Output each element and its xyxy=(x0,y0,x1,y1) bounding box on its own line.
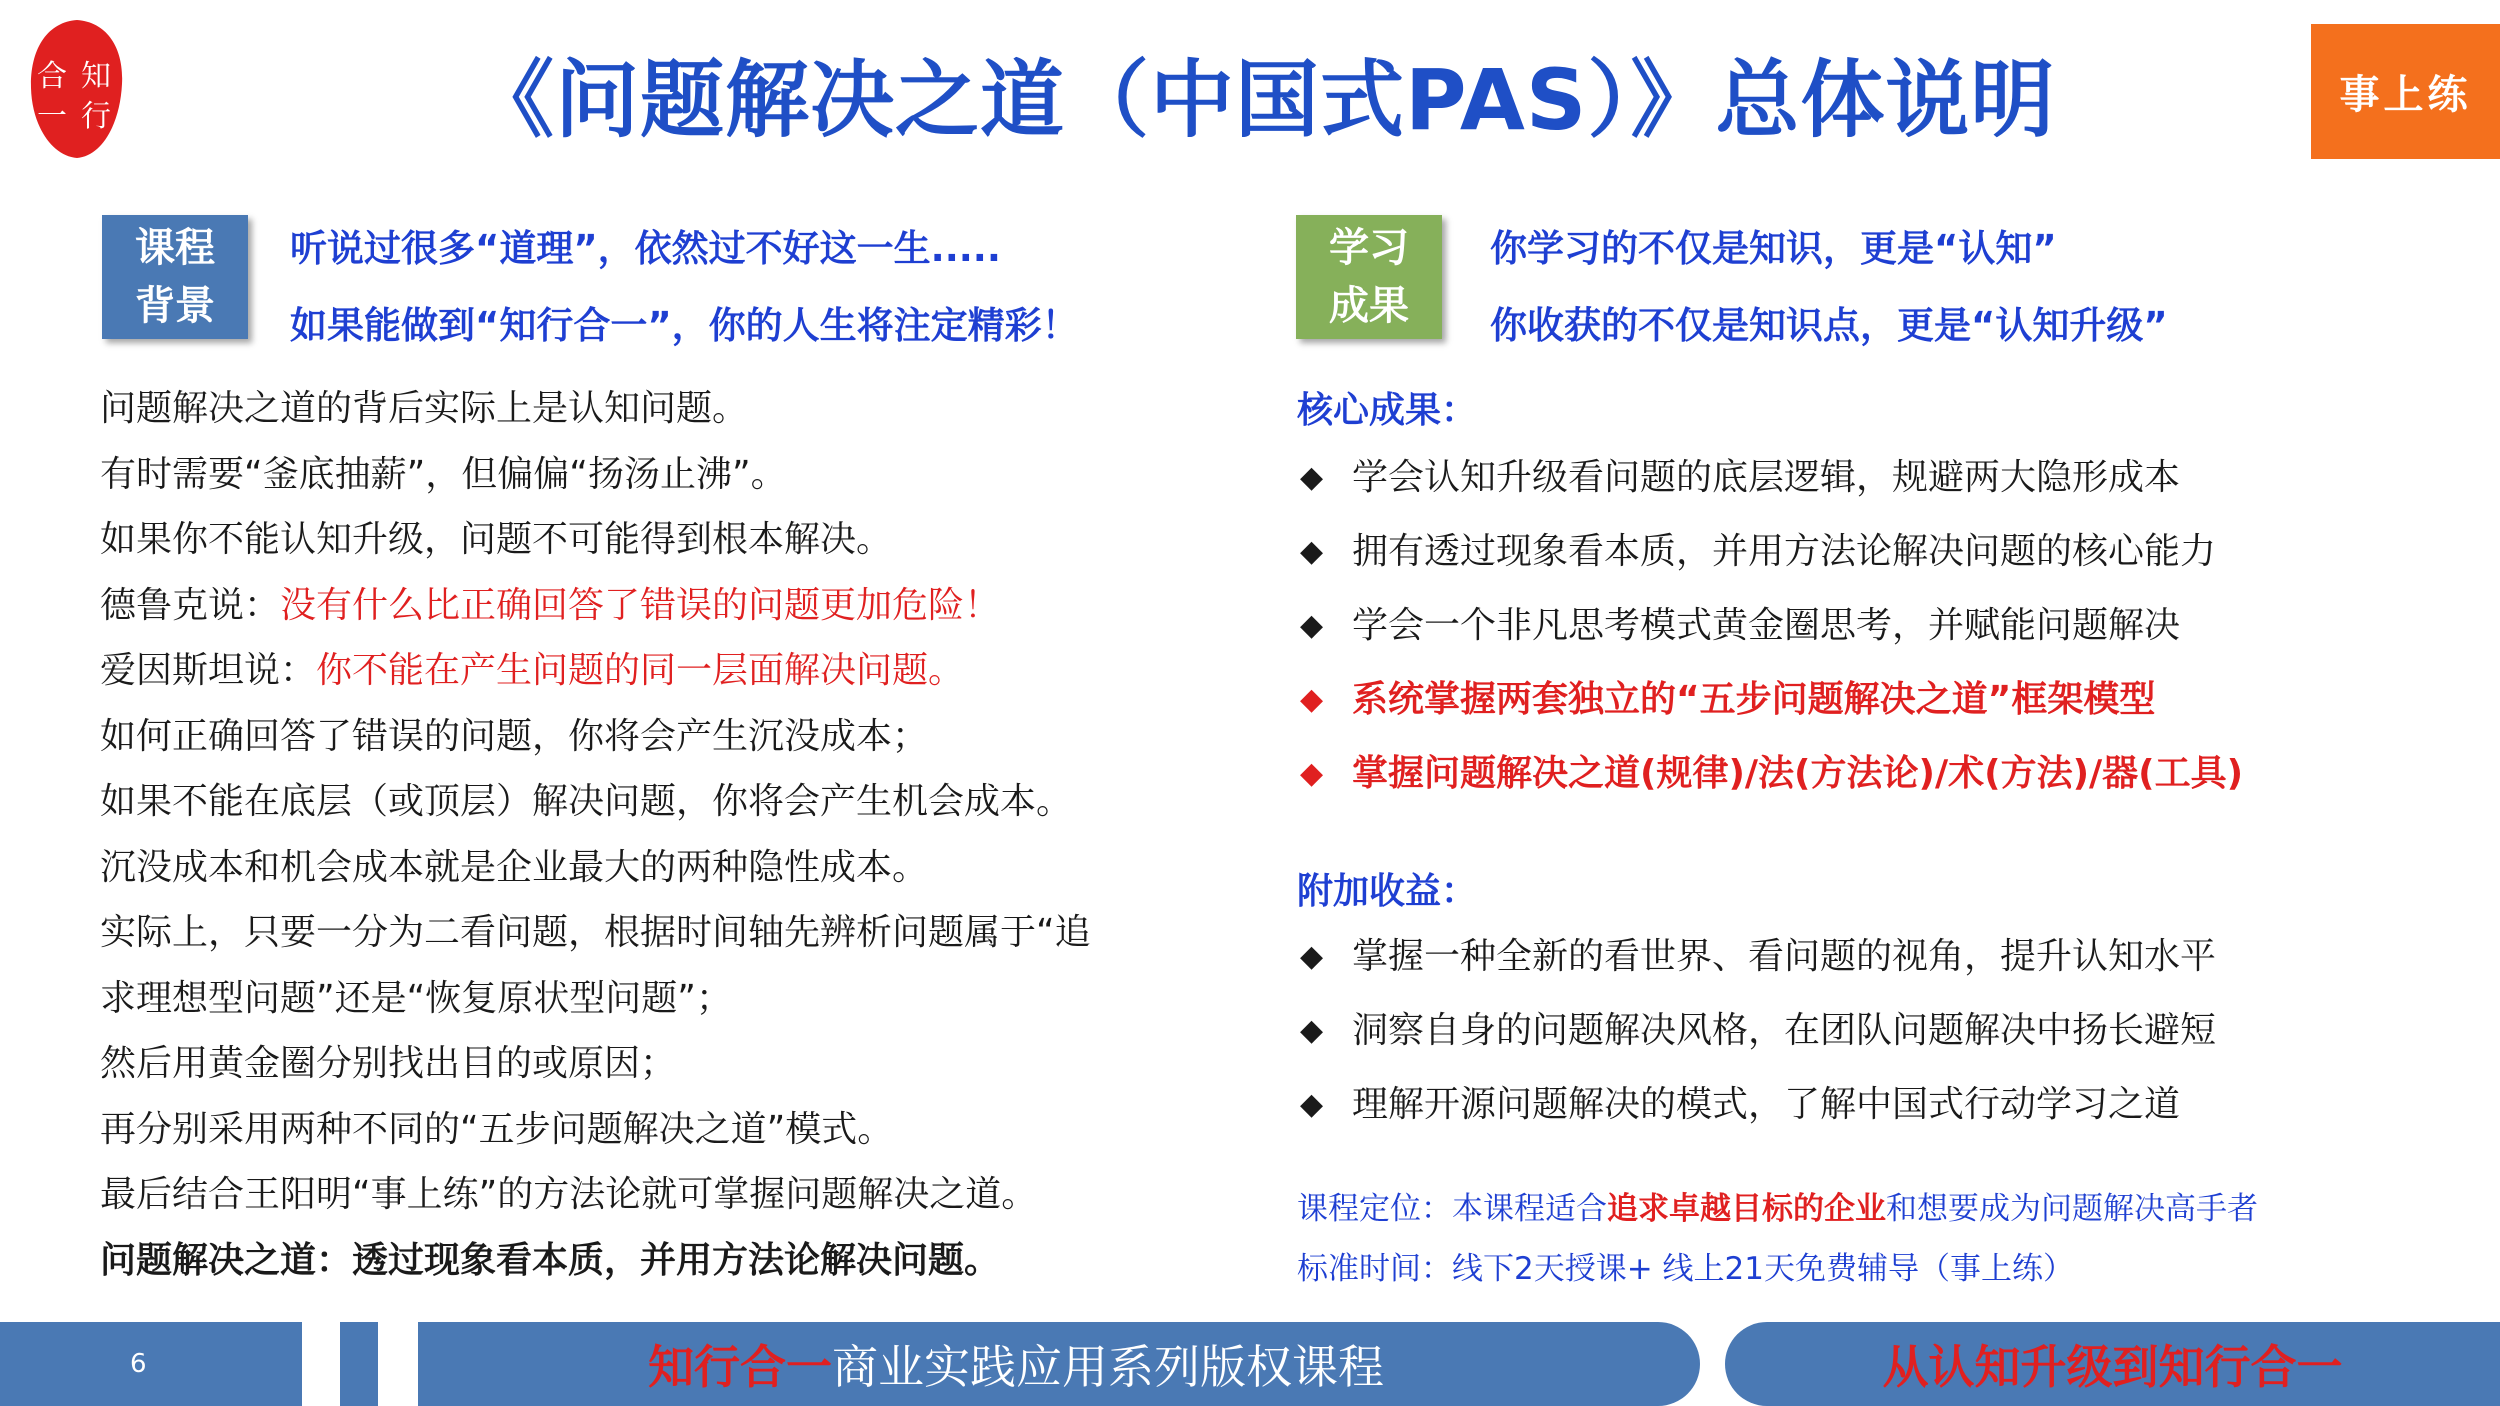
note-prefix: 课程定位：本课程适合 xyxy=(1297,1191,1607,1227)
note-suffix: 和想要成为问题解决高手者 xyxy=(1886,1191,2258,1227)
text-line: 问题解决之道的背后实际上是认知问题。 xyxy=(100,388,749,429)
diamond-bullet-icon: ◆ xyxy=(1300,534,1324,569)
tag-line: 学习 xyxy=(1329,225,1409,271)
text-line: 如何正确回答了错误的问题，你将会产生沉没成本； xyxy=(100,715,929,757)
footer-separator-bar xyxy=(340,1322,378,1406)
tag-line: 背景 xyxy=(135,283,215,329)
text-line: 求理想型问题”还是“恢复原状型问题”； xyxy=(100,977,732,1019)
diamond-bullet-icon: ◆ xyxy=(1300,682,1324,717)
brand-badge: 事上练 xyxy=(2311,24,2500,159)
svg-text:知: 知 xyxy=(81,59,111,94)
left-headline-1: 听说过很多“道理”，依然过不好这一生..... xyxy=(290,227,1001,270)
diamond-bullet-icon: ◆ xyxy=(1300,1087,1324,1122)
logo-seal xyxy=(22,14,132,164)
page-number: 6 xyxy=(130,1349,147,1379)
quote-speaker: 爱因斯坦说： xyxy=(100,650,317,691)
tag-line: 成果 xyxy=(1329,283,1409,329)
quote-line xyxy=(100,573,1180,639)
core-outcomes-title: 核心成果： xyxy=(1297,390,1478,431)
quote-text: 你不能在产生问题的同一层面解决问题。 xyxy=(316,650,965,691)
text-line: 最后结合王阳明“事上练”的方法论就可掌握问题解决之道。 xyxy=(100,1174,1038,1215)
list-item-highlight xyxy=(1300,663,2490,737)
footer-series-highlight: 知行合一 xyxy=(648,1340,832,1394)
list-item xyxy=(1300,515,2490,589)
tag-line: 课程 xyxy=(135,225,215,271)
quote-text: 没有什么比正确回答了错误的问题更加危险！ xyxy=(280,584,1001,626)
svg-text:合: 合 xyxy=(37,59,67,94)
tag-course-background xyxy=(102,215,248,339)
right-headline-1: 你学习的不仅是知识，更是“认知” xyxy=(1490,227,2057,270)
list-item-text: 洞察自身的问题解决风格，在团队问题解决中扬长避短 xyxy=(1352,1010,2217,1051)
text-line: 实际上，只要一分为二看问题，根据时间轴先辨析问题属于“追 xyxy=(100,912,1091,953)
text-line: 沉没成本和机会成本就是企业最大的两种隐性成本。 xyxy=(100,846,929,888)
list-item xyxy=(1300,920,2490,994)
list-item xyxy=(1300,589,2490,663)
diamond-bullet-icon: ◆ xyxy=(1300,756,1324,791)
diamond-bullet-icon: ◆ xyxy=(1300,1013,1324,1048)
page-title: 《问题解决之道（中国式PAS）》总体说明 xyxy=(470,51,2056,149)
list-item-text: 掌握一种全新的看世界、看问题的视角，提升认知水平 xyxy=(1352,936,2217,977)
note-highlight: 追求卓越目标的企业 xyxy=(1607,1191,1886,1227)
svg-text:行: 行 xyxy=(81,99,111,134)
left-headline-2: 如果能做到“知行合一”，你的人生将注定精彩！ xyxy=(290,304,1079,347)
svg-text:一: 一 xyxy=(37,99,67,134)
extra-benefits-list xyxy=(1300,920,2490,1142)
diamond-bullet-icon: ◆ xyxy=(1300,460,1324,495)
logo xyxy=(22,14,132,164)
list-item-highlight xyxy=(1300,737,2490,811)
right-headline-2: 你收获的不仅是知识点，更是“认知升级” xyxy=(1490,304,2168,347)
course-background-text xyxy=(100,376,1180,1293)
list-item-text: 拥有透过现象看本质，并用方法论解决问题的核心能力 xyxy=(1352,531,2217,572)
text-line: 如果你不能认知升级，问题不可能得到根本解决。 xyxy=(100,519,893,560)
list-item-text: 学会认知升级看问题的底层逻辑，规避两大隐形成本 xyxy=(1352,457,2181,498)
list-item xyxy=(1300,994,2490,1068)
footer-series-title xyxy=(418,1322,1700,1406)
extra-benefits-title: 附加收益： xyxy=(1297,871,1478,912)
quote-speaker: 德鲁克说： xyxy=(100,584,281,626)
list-item-text: 掌握问题解决之道(规律)/法(方法论)/术(方法)/器(工具) xyxy=(1352,753,2244,794)
footer-slogan: 从认知升级到知行合一 xyxy=(1725,1322,2500,1406)
text-line: 再分别采用两种不同的“五步问题解决之道”模式。 xyxy=(100,1108,894,1150)
footer xyxy=(0,1322,2500,1406)
diamond-bullet-icon: ◆ xyxy=(1300,939,1324,974)
text-line: 然后用黄金圈分别找出目的或原因； xyxy=(100,1043,677,1084)
tag-learning-outcomes xyxy=(1296,215,1442,339)
list-item xyxy=(1300,1068,2490,1142)
conclusion-line: 问题解决之道：透过现象看本质，并用方法论解决问题。 xyxy=(100,1239,1001,1281)
course-position-note xyxy=(1297,1183,2258,1228)
core-outcomes-list xyxy=(1300,441,2490,811)
list-item xyxy=(1300,441,2490,515)
list-item-text: 系统掌握两套独立的“五步问题解决之道”框架模型 xyxy=(1352,679,2156,720)
standard-time-note: 标准时间：线下2天授课+ 线上21天免费辅导（事上练） xyxy=(1297,1251,2074,1287)
text-line: 如果不能在底层（或顶层）解决问题，你将会产生机会成本。 xyxy=(100,781,1073,822)
diamond-bullet-icon: ◆ xyxy=(1300,608,1324,643)
quote-line xyxy=(100,638,1180,704)
footer-series-text: 商业实践应用系列版权课程 xyxy=(832,1340,1384,1394)
text-line: 有时需要“釜底抽薪”，但偏偏“扬汤止沸”。 xyxy=(100,453,787,495)
list-item-text: 学会一个非凡思考模式黄金圈思考，并赋能问题解决 xyxy=(1352,605,2181,646)
list-item-text: 理解开源问题解决的模式，了解中国式行动学习之道 xyxy=(1352,1084,2181,1125)
